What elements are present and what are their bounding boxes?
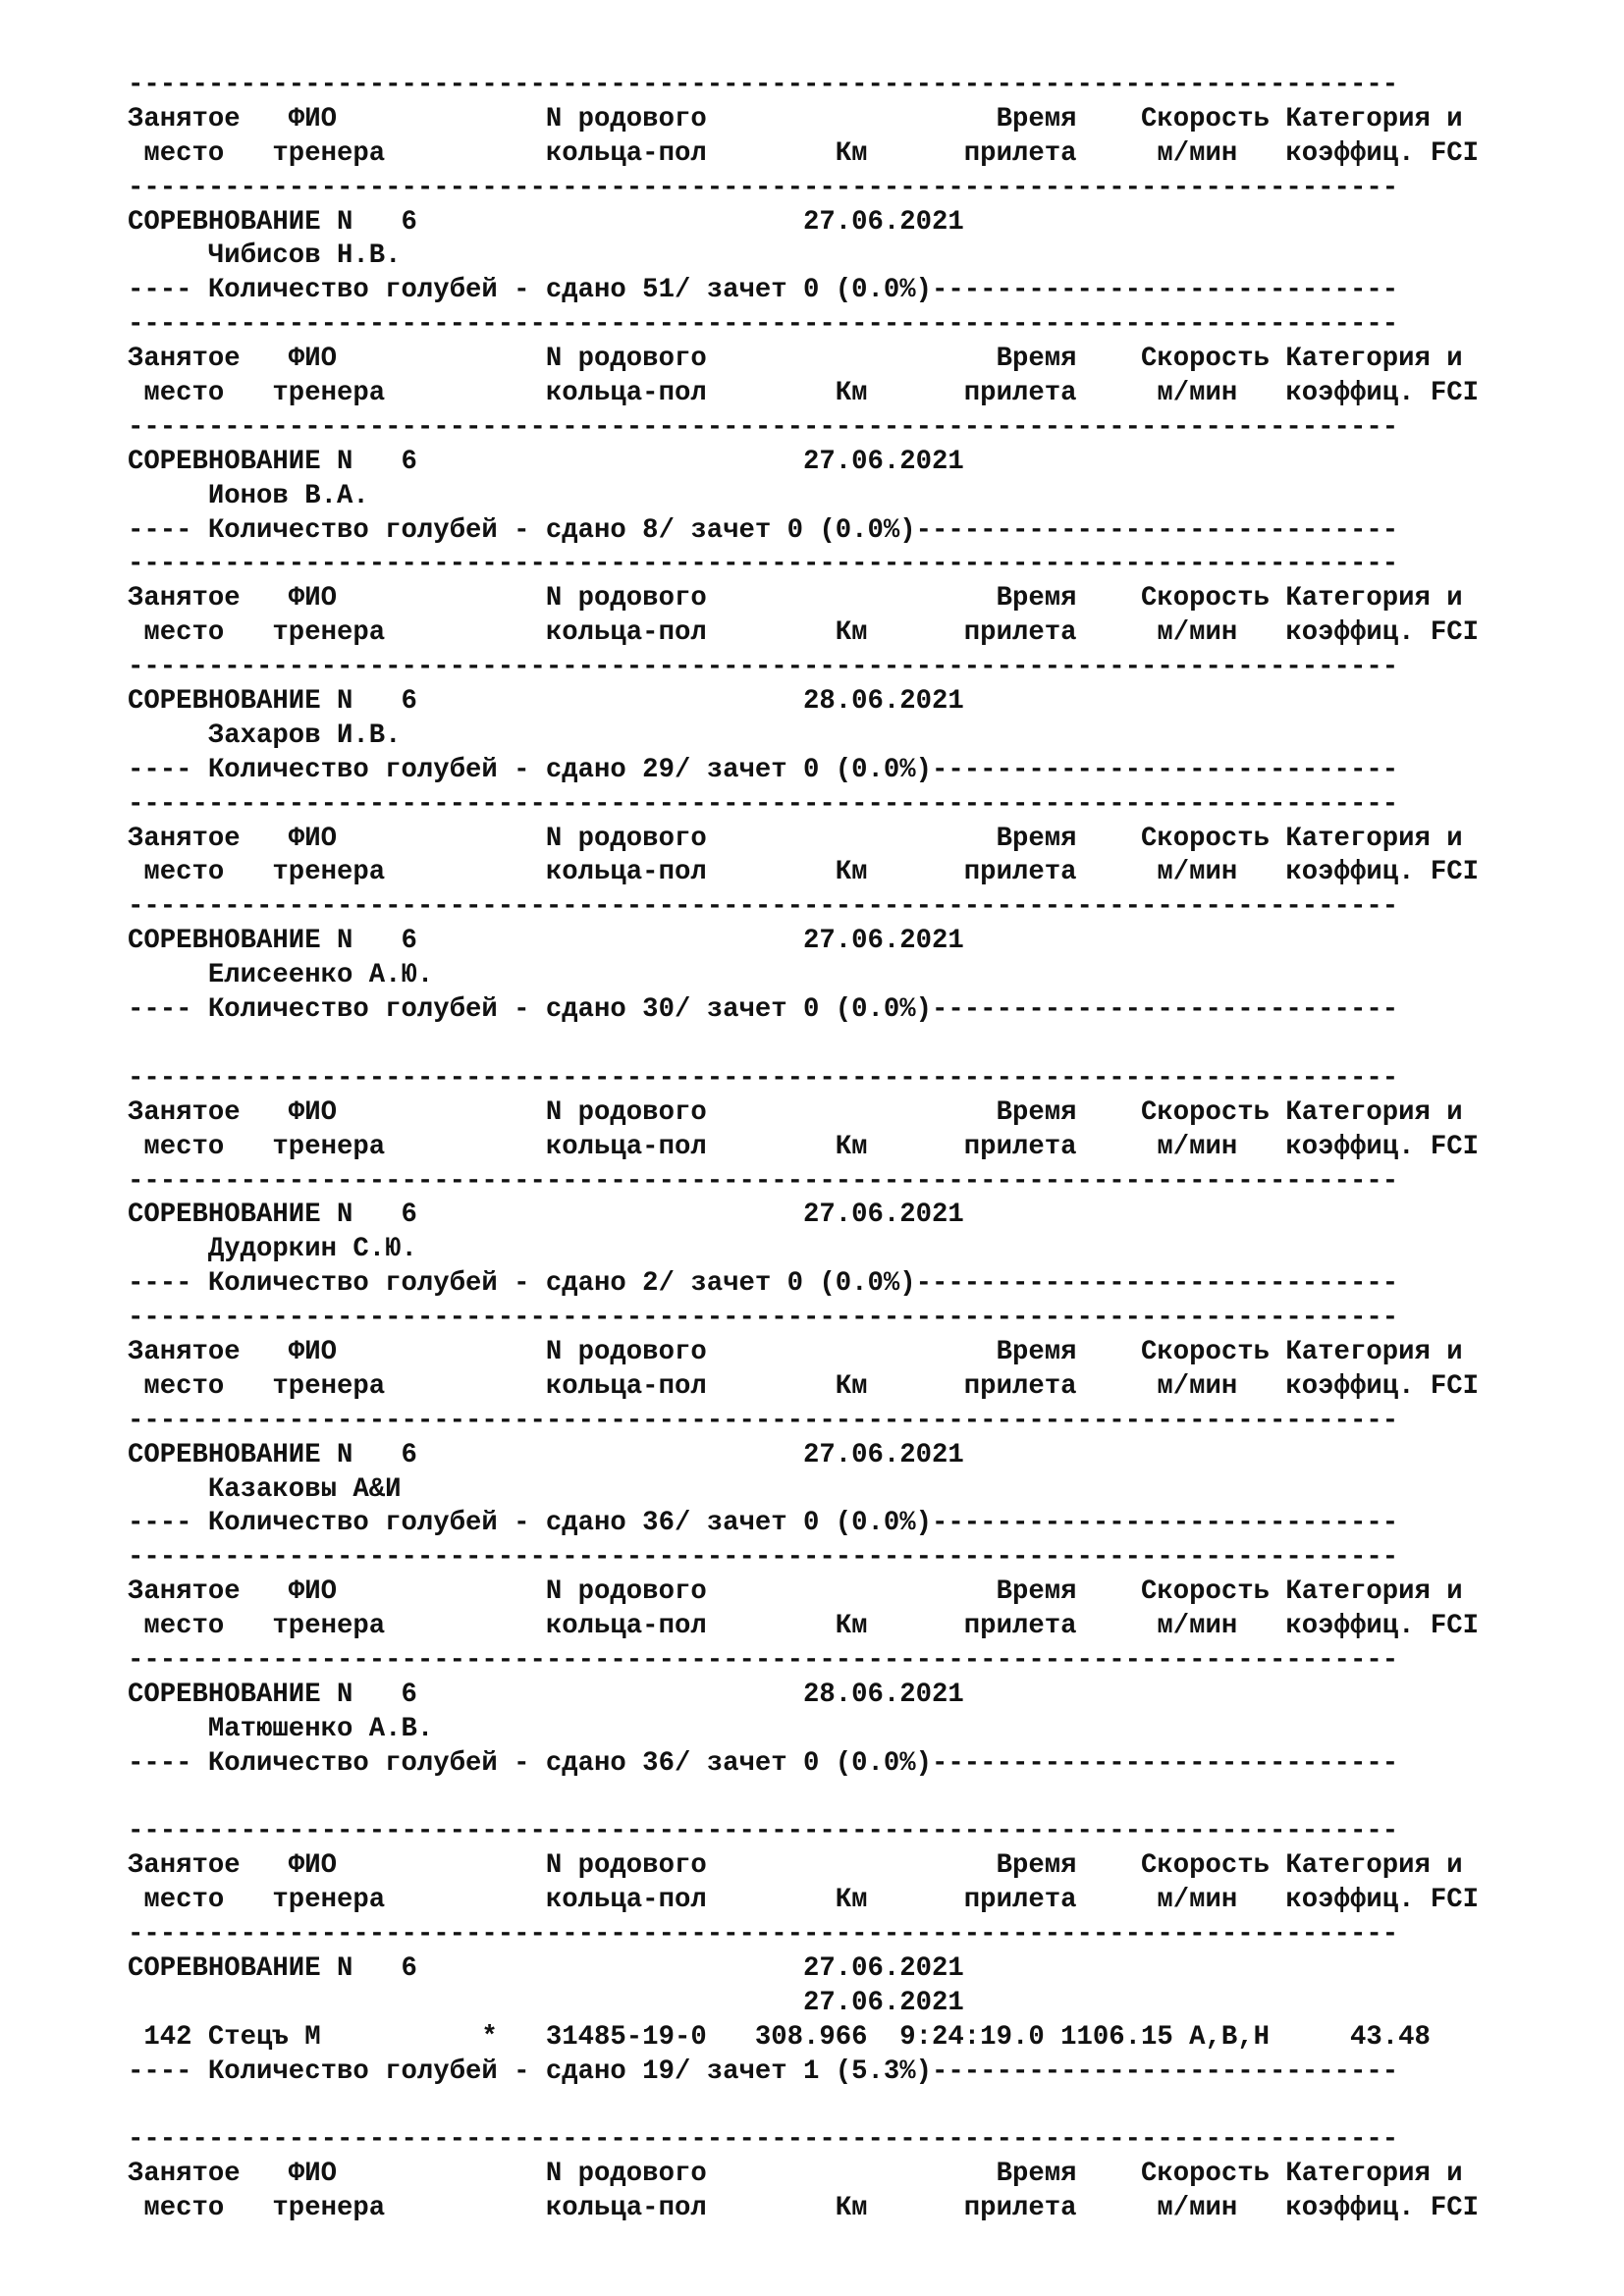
trainer-name: Матюшенко А.В. xyxy=(128,1713,434,1744)
rule-line: ------------------------------------------------------------------------------- xyxy=(128,411,1399,443)
rule-line: ------------------------------------------------------------------------------- xyxy=(128,70,1399,100)
column-header-line2: место тренера кольца-пол Км прилета м/мин коэффиц. FCI xyxy=(128,1611,1479,1642)
competition-title: СОРЕВНОВАНИЕ N 6 27.06.2021 xyxy=(128,206,964,238)
result-date: 27.06.2021 xyxy=(128,1987,964,2018)
column-header-line2: место тренера кольца-пол Км прилета м/мин коэффиц. FCI xyxy=(128,1131,1479,1162)
column-header-line1: Занятое ФИО N родового Время Скорость Категория и xyxy=(128,344,1463,375)
trainer-name: Елисеенко А.Ю. xyxy=(128,960,434,991)
column-header-line1: Занятое ФИО N родового Время Скорость Категория и xyxy=(128,1576,1463,1608)
column-header-line2: место тренера кольца-пол Км прилета м/мин коэффиц. FCI xyxy=(128,857,1479,888)
rule-line: ------------------------------------------------------------------------------- xyxy=(128,1405,1399,1436)
rule-line: ------------------------------------------------------------------------------- xyxy=(128,309,1399,341)
competition-title: СОРЕВНОВАНИЕ N 6 27.06.2021 xyxy=(128,1952,964,1984)
summary-line: ---- Количество голубей - сдано 36/ зачет 0 (0.0%)----------------------------- xyxy=(128,1508,1399,1539)
rule-line: ------------------------------------------------------------------------------- xyxy=(128,1644,1399,1676)
rule-line: ------------------------------------------------------------------------------- xyxy=(128,1919,1399,1950)
competition-title: СОРЕВНОВАНИЕ N 6 27.06.2021 xyxy=(128,926,964,957)
rule-line: ------------------------------------------------------------------------------- xyxy=(128,652,1399,683)
trainer-name: Захаров И.В. xyxy=(128,720,402,751)
column-header-line1: Занятое ФИО N родового Время Скорость Категория и xyxy=(128,583,1463,614)
blank-line xyxy=(128,2090,1479,2124)
rule-line: ------------------------------------------------------------------------------- xyxy=(128,1303,1399,1334)
trainer-name: Ионов В.А. xyxy=(128,480,369,511)
summary-line: ---- Количество голубей - сдано 36/ зачет 0 (0.0%)----------------------------- xyxy=(128,1747,1399,1779)
trainer-name: Казаковы А&И xyxy=(128,1473,402,1505)
results-sheet xyxy=(128,69,1479,2226)
column-header-line1: Занятое ФИО N родового Время Скорость Категория и xyxy=(128,1096,1463,1128)
rule-line: ------------------------------------------------------------------------------- xyxy=(128,788,1399,820)
competition-title: СОРЕВНОВАНИЕ N 6 28.06.2021 xyxy=(128,686,964,718)
column-header-line2: место тренера кольца-пол Км прилета м/мин коэффиц. FCI xyxy=(128,617,1479,649)
rule-line: ------------------------------------------------------------------------------- xyxy=(128,172,1399,203)
competition-title: СОРЕВНОВАНИЕ N 6 27.06.2021 xyxy=(128,1200,964,1231)
summary-line: ---- Количество голубей - сдано 51/ зачет 0 (0.0%)----------------------------- xyxy=(128,275,1399,306)
summary-line: ---- Количество голубей - сдано 8/ зачет 0 (0.0%)------------------------------ xyxy=(128,514,1399,546)
summary-line: ---- Количество голубей - сдано 29/ зачет 0 (0.0%)----------------------------- xyxy=(128,754,1399,785)
column-header-line2: место тренера кольца-пол Км прилета м/мин коэффиц. FCI xyxy=(128,2193,1479,2224)
column-header-line2: место тренера кольца-пол Км прилета м/мин коэффиц. FCI xyxy=(128,1370,1479,1402)
trainer-name: Чибисов Н.В. xyxy=(128,240,402,272)
blank-line xyxy=(128,1028,1479,1062)
rule-line: ------------------------------------------------------------------------------- xyxy=(128,1542,1399,1574)
rule-line: ------------------------------------------------------------------------------- xyxy=(128,549,1399,580)
column-header-line2: место тренера кольца-пол Км прилета м/мин коэффиц. FCI xyxy=(128,1885,1479,1916)
rule-line: ------------------------------------------------------------------------------- xyxy=(128,891,1399,923)
column-header-line1: Занятое ФИО N родового Время Скорость Категория и xyxy=(128,1336,1463,1367)
competition-title: СОРЕВНОВАНИЕ N 6 27.06.2021 xyxy=(128,1439,964,1470)
summary-line: ---- Количество голубей - сдано 2/ зачет 0 (0.0%)------------------------------ xyxy=(128,1268,1399,1300)
competition-title: СОРЕВНОВАНИЕ N 6 27.06.2021 xyxy=(128,446,964,477)
rule-line: ------------------------------------------------------------------------------- xyxy=(128,1165,1399,1197)
competition-title: СОРЕВНОВАНИЕ N 6 28.06.2021 xyxy=(128,1679,964,1710)
rule-line: ------------------------------------------------------------------------------- xyxy=(128,1062,1399,1094)
rule-line: ------------------------------------------------------------------------------- xyxy=(128,1816,1399,1847)
summary-line: ---- Количество голубей - сдано 30/ зачет 0 (0.0%)----------------------------- xyxy=(128,994,1399,1026)
column-header-line1: Занятое ФИО N родового Время Скорость Категория и xyxy=(128,2159,1463,2190)
rule-line: ------------------------------------------------------------------------------- xyxy=(128,2124,1399,2156)
column-header-line1: Занятое ФИО N родового Время Скорость Категория и xyxy=(128,103,1463,134)
result-row: 142 Стецъ М * 31485-19-0 308.966 9:24:19.0 1106.15 А,В,Н 43.48 xyxy=(128,2021,1431,2053)
column-header-line2: место тренера кольца-пол Км прилета м/мин коэффиц. FCI xyxy=(128,137,1479,169)
column-header-line1: Занятое ФИО N родового Время Скорость Категория и xyxy=(128,823,1463,854)
column-header-line2: место тренера кольца-пол Км прилета м/мин коэффиц. FCI xyxy=(128,378,1479,409)
summary-line: ---- Количество голубей - сдано 19/ зачет 1 (5.3%)----------------------------- xyxy=(128,2056,1399,2087)
trainer-name: Дудоркин С.Ю. xyxy=(128,1234,417,1265)
blank-line xyxy=(128,1782,1479,1816)
column-header-line1: Занятое ФИО N родового Время Скорость Категория и xyxy=(128,1850,1463,1882)
